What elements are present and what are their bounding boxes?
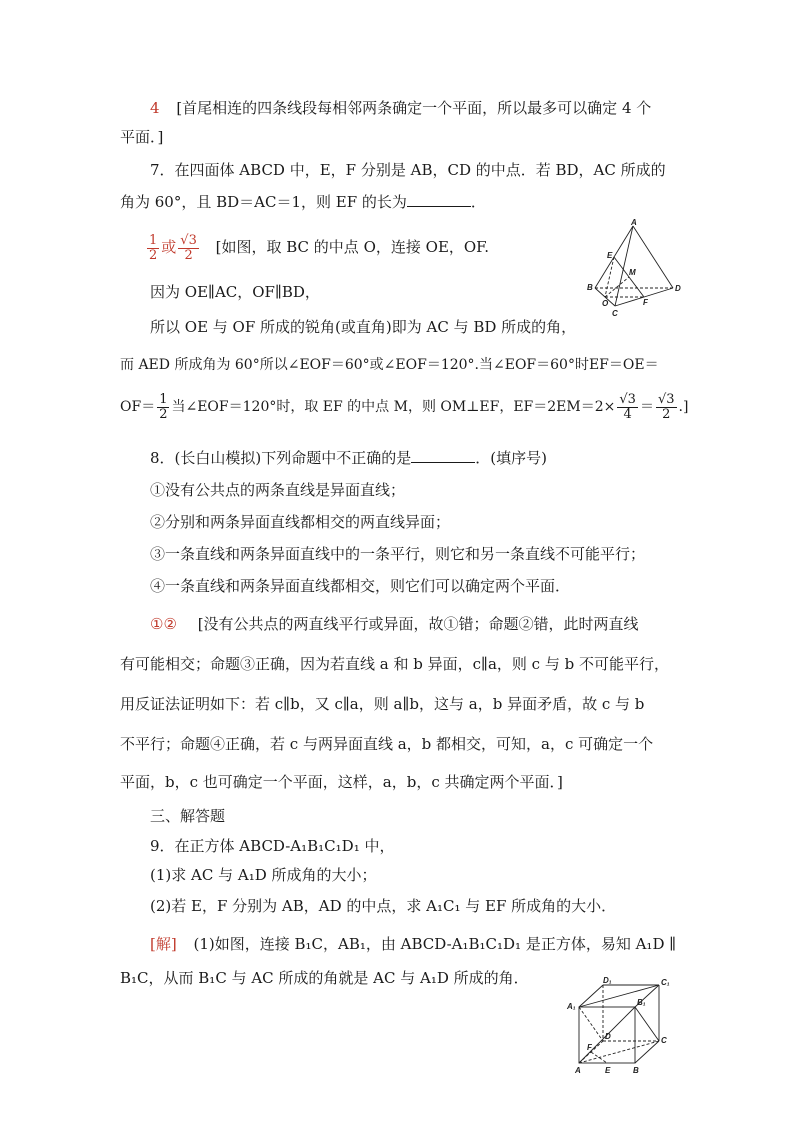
fraction-1-2: $\frac{1}{2}$ [159,391,168,422]
segment-oe [605,257,614,297]
answer-9-key: [解] [150,935,177,953]
label-f: F [587,1043,592,1052]
answer-7-text1: [如图，取 BC 的中点 O，连接 OE，OF. [215,238,490,256]
answer-9-text2: B₁C，从而 B₁C 与 AC 所成的角就是 AC 与 A₁D 所成的角． [120,969,529,987]
question-8-option4: ④一条直线和两条异面直线都相交，则它们可以确定两个平面． [150,577,571,595]
question-7-end: ． [470,193,486,211]
section-heading: 三、解答题 [150,807,226,825]
equals-sign: ＝ [639,399,654,415]
question-9-sub1: (1)求 AC 与 A₁D 所成角的大小； [150,866,377,884]
question-7-text: 角为 60°，且 BD＝AC＝1，则 EF 的长为 [120,193,407,211]
fraction-half: $\frac{1}{2}$ [149,232,158,263]
label-d: D [605,1032,611,1041]
label-o: O [602,299,609,308]
answer-7-key [145,232,206,263]
diag-a1d [579,1007,603,1041]
edge-ac [615,226,633,306]
answer-7-text5d: .] [678,399,689,415]
question-9-line1: 9．在正方体 ABCD-A₁B₁C₁D₁ 中， [150,837,395,855]
answer-7-line1 [145,232,489,263]
answer-7-text2: 因为 OE∥AC，OF∥BD， [150,283,320,301]
label-a: A [631,218,637,227]
answer-7-text3: 所以 OE 与 OF 所成的锐角(或直角)即为 AC 与 BD 所成的角， [150,318,577,336]
label-d: D [675,284,681,293]
label-e: E [607,251,613,260]
diag-b1c [635,1007,659,1041]
label-c: C [661,1036,667,1045]
tetrahedron-figure [585,218,685,318]
answer-9-line1 [150,934,676,954]
label-d1: D₁ [603,976,612,985]
question-8-text: 8．(长白山模拟)下列命题中不正确的是 [150,449,412,467]
segment-om [605,277,629,297]
fraction-sqrt3-over-4: $\frac{√3}{4}$ [619,391,636,422]
label-a1: A₁ [567,1002,576,1011]
question-8-option2: ②分别和两条异面直线都相交的两直线异面； [150,513,451,531]
question-8-option1: ①没有公共点的两条直线是异面直线； [150,481,406,499]
edge-ad [633,226,673,288]
answer-8-text2: 有可能相交；命题③正确，因为若直线 a 和 b 异面，c∥a，则 c 与 b 不可能平行， [120,655,669,673]
label-a: A [575,1066,581,1075]
answer-8-text4: 不平行；命题④正确，若 c 与两异面直线 a，b 都相交，可知，a，c 可确定一个 [120,735,654,753]
label-b1: B₁ [637,998,646,1007]
answer-6 [150,98,651,118]
label-f: F [643,298,648,307]
answer-8-text1: [没有公共点的两直线平行或异面，故①错；命题②错，此时两直线 [197,615,639,633]
question-7-line2 [120,192,486,212]
answer-8-line1 [150,614,639,634]
answer-8-text3: 用反证法证明如下：若 c∥b，又 c∥a，则 a∥b，这与 a，b 异面矛盾，故 c 与 b [120,695,645,713]
answer-7-text5a: OF＝ [120,399,156,415]
question-9-sub2: (2)若 E，F 分别为 AB，AD 的中点，求 A₁C₁ 与 EF 所成角的大小． [150,897,617,915]
question-8-option3: ③一条直线和两条异面直线中的一条平行，则它和另一条直线不可能平行； [150,545,646,563]
question-8-end: ．(填序号) [475,449,547,467]
answer-7-text5b: 当∠EOF＝120°时，取 EF 的中点 M，则 OM⊥EF，EF＝2EM＝2× [171,399,616,415]
label-c1: C₁ [661,978,670,987]
or-word: 或 [161,238,177,256]
cube-figure [565,975,677,1075]
answer-7-text5 [120,392,688,422]
label-b: B [633,1066,639,1075]
label-b: B [587,283,593,292]
answer-6-text: [首尾相连的四条线段每相邻两条确定一个平面，所以最多可以确定 4 个 [176,99,652,117]
answer-8-key: ①② [150,615,177,633]
question-8-line1 [150,448,547,468]
answer-6-continuation: 平面．] [120,128,164,146]
answer-9-text1: (1)如图，连接 B₁C，AB₁，由 ABCD-A₁B₁C₁D₁ 是正方体，易知 A₁D ∥ [193,935,677,953]
answer-7-text4: 而 AED 所成角为 60°所以∠EOF＝60°或∠EOF＝120°.当∠EOF＝60°时EF＝OE＝ [120,357,659,373]
answer-blank-8 [411,448,475,463]
fraction-sqrt3-over-2: $\frac{√3}{2}$ [180,232,197,263]
answer-6-key: 4 [150,99,160,117]
label-e: E [605,1066,611,1075]
answer-8-text5: 平面，b，c 也可确定一个平面，这样，a，b，c 共确定两个平面．] [120,773,563,791]
question-7-line1: 7．在四面体 ABCD 中，E，F 分别是 AB，CD 的中点．若 BD，AC 所成的 [150,161,666,179]
label-m: M [629,268,636,277]
label-c: C [612,309,618,318]
answer-blank [407,192,471,207]
fraction-sqrt3-over-2-b: $\frac{√3}{2}$ [657,391,675,422]
